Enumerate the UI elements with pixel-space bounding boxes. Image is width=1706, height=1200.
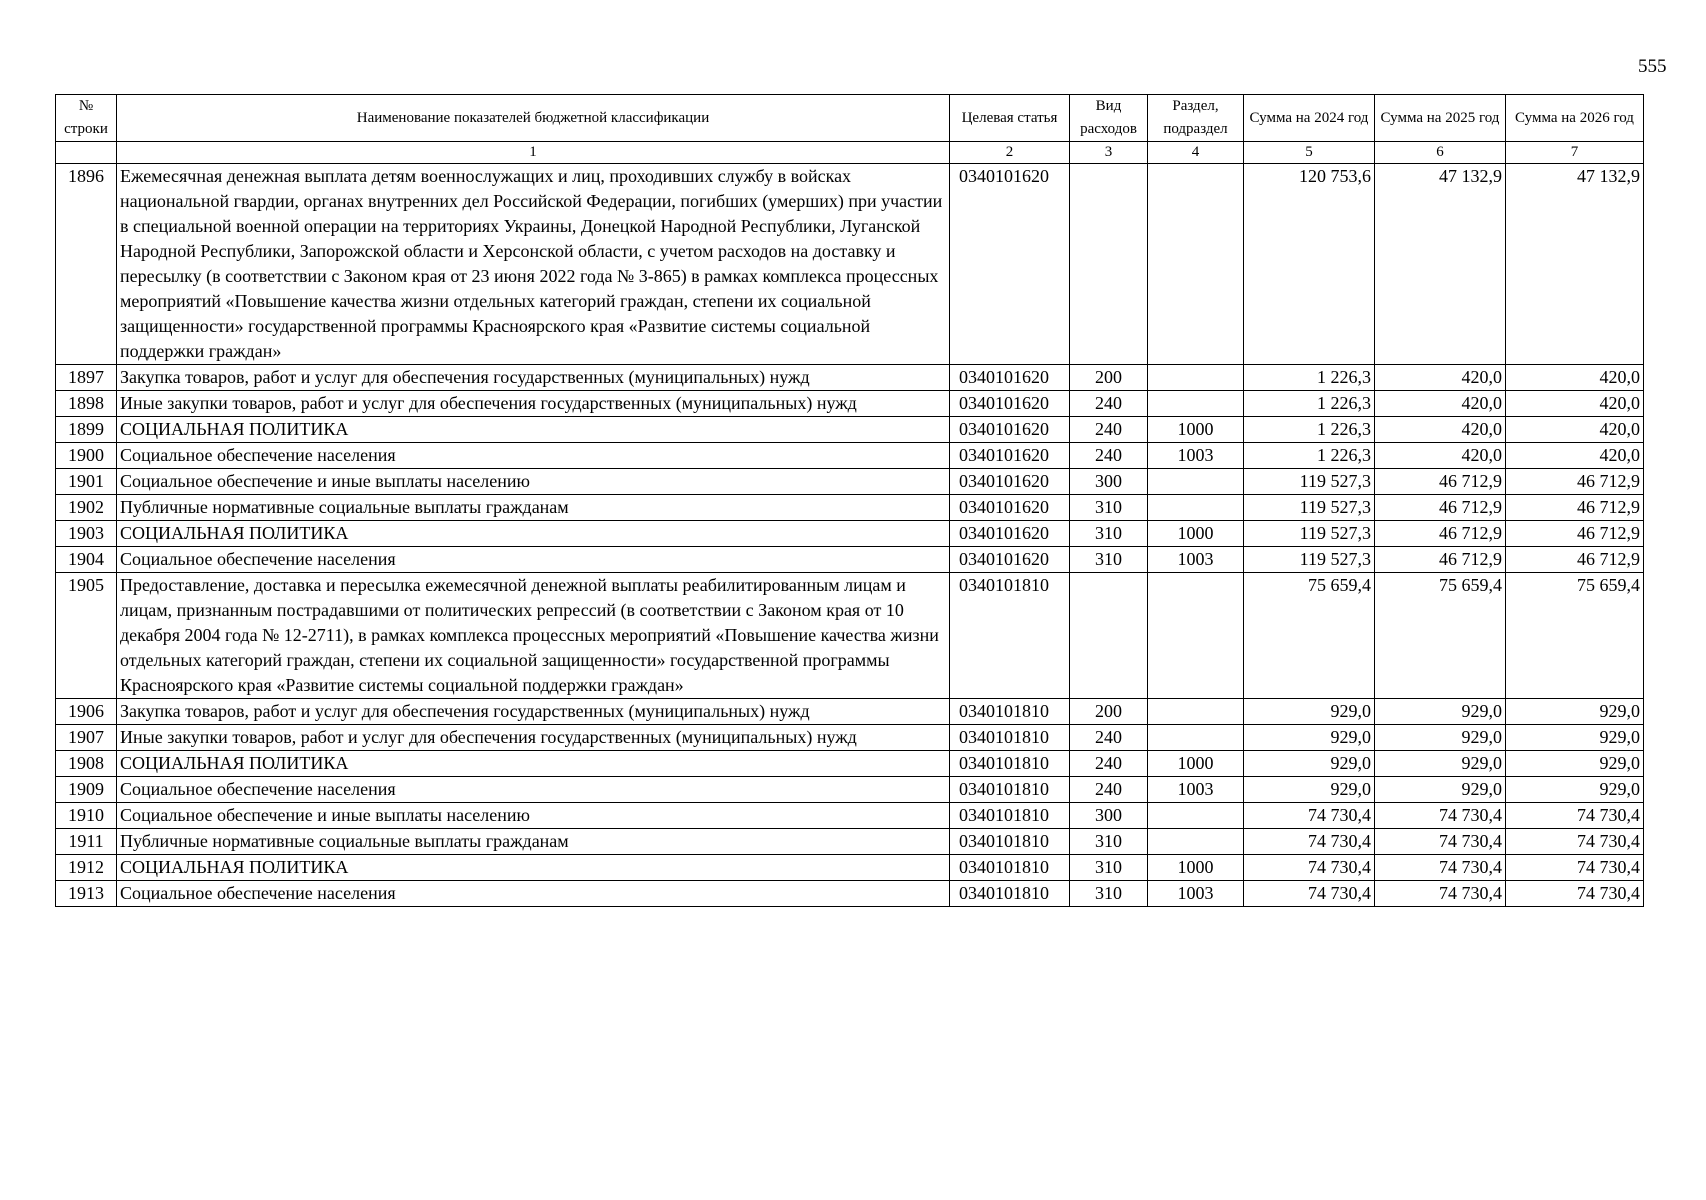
table-row <box>56 164 1644 365</box>
row-target-code: 0340101810 <box>950 881 1070 907</box>
row-sum-2025: 47 132,9 <box>1375 164 1506 365</box>
row-number: 1902 <box>56 495 117 521</box>
budget-table <box>55 94 1644 907</box>
table-row <box>56 521 1644 547</box>
row-name: Социальное обеспечение населения <box>117 547 950 573</box>
row-sum-2026: 46 712,9 <box>1506 469 1644 495</box>
row-razdel: 1003 <box>1148 777 1244 803</box>
table-row <box>56 573 1644 699</box>
row-sum-2025: 929,0 <box>1375 777 1506 803</box>
table-row <box>56 495 1644 521</box>
row-sum-2024: 120 753,6 <box>1244 164 1375 365</box>
row-razdel <box>1148 829 1244 855</box>
row-sum-2026: 929,0 <box>1506 725 1644 751</box>
row-sum-2026: 46 712,9 <box>1506 521 1644 547</box>
row-target-code: 0340101620 <box>950 417 1070 443</box>
row-vid: 240 <box>1070 443 1148 469</box>
row-number: 1904 <box>56 547 117 573</box>
row-razdel <box>1148 725 1244 751</box>
table-row <box>56 829 1644 855</box>
table-row <box>56 469 1644 495</box>
row-number: 1908 <box>56 751 117 777</box>
header-name: Наименование показателей бюджетной классификации <box>117 95 950 142</box>
row-sum-2026: 420,0 <box>1506 391 1644 417</box>
row-vid: 310 <box>1070 829 1148 855</box>
row-sum-2024: 119 527,3 <box>1244 495 1375 521</box>
row-sum-2024: 74 730,4 <box>1244 881 1375 907</box>
page-number: 555 <box>1638 56 1667 77</box>
column-number: 5 <box>1244 142 1375 164</box>
row-vid <box>1070 573 1148 699</box>
row-number: 1907 <box>56 725 117 751</box>
row-name: Предоставление, доставка и пересылка ежемесячной денежной выплаты реабилитированным лицам и лицам, признанным пострадавшими от политических репрессий (в соответствии с Законом края от 10 декабря 2004 года № 12-2711), в рамках комплекса процессных мероприятий «Повышение качества жизни отдельных категорий граждан, степени их социальной защищенности» государственной программы Красноярского края «Развитие системы социальной поддержки граждан» <box>117 573 950 699</box>
row-sum-2026: 46 712,9 <box>1506 495 1644 521</box>
row-target-code: 0340101620 <box>950 365 1070 391</box>
row-sum-2024: 119 527,3 <box>1244 547 1375 573</box>
row-number: 1911 <box>56 829 117 855</box>
row-sum-2026: 46 712,9 <box>1506 547 1644 573</box>
row-sum-2026: 74 730,4 <box>1506 881 1644 907</box>
row-name: Социальное обеспечение населения <box>117 777 950 803</box>
row-razdel <box>1148 391 1244 417</box>
row-sum-2025: 929,0 <box>1375 751 1506 777</box>
row-sum-2024: 1 226,3 <box>1244 443 1375 469</box>
table-body <box>56 164 1644 907</box>
row-vid: 310 <box>1070 495 1148 521</box>
row-number: 1912 <box>56 855 117 881</box>
row-sum-2025: 420,0 <box>1375 391 1506 417</box>
row-sum-2024: 75 659,4 <box>1244 573 1375 699</box>
row-target-code: 0340101810 <box>950 751 1070 777</box>
row-number: 1896 <box>56 164 117 365</box>
table-row <box>56 417 1644 443</box>
row-name: Социальное обеспечение и иные выплаты населению <box>117 469 950 495</box>
row-sum-2025: 420,0 <box>1375 443 1506 469</box>
row-sum-2024: 1 226,3 <box>1244 417 1375 443</box>
row-sum-2025: 46 712,9 <box>1375 521 1506 547</box>
row-number: 1906 <box>56 699 117 725</box>
row-vid: 310 <box>1070 547 1148 573</box>
table-row <box>56 777 1644 803</box>
table-row <box>56 725 1644 751</box>
row-target-code: 0340101810 <box>950 803 1070 829</box>
row-razdel <box>1148 164 1244 365</box>
row-number: 1905 <box>56 573 117 699</box>
row-sum-2026: 929,0 <box>1506 699 1644 725</box>
row-target-code: 0340101620 <box>950 391 1070 417</box>
row-sum-2026: 47 132,9 <box>1506 164 1644 365</box>
header-sum-2025: Сумма на 2025 год <box>1375 95 1506 142</box>
table-row <box>56 803 1644 829</box>
row-vid: 310 <box>1070 881 1148 907</box>
row-name: Публичные нормативные социальные выплаты гражданам <box>117 829 950 855</box>
row-target-code: 0340101810 <box>950 725 1070 751</box>
row-razdel <box>1148 469 1244 495</box>
row-name: Социальное обеспечение населения <box>117 443 950 469</box>
row-razdel: 1000 <box>1148 855 1244 881</box>
row-name: СОЦИАЛЬНАЯ ПОЛИТИКА <box>117 751 950 777</box>
row-name: СОЦИАЛЬНАЯ ПОЛИТИКА <box>117 521 950 547</box>
row-sum-2024: 929,0 <box>1244 751 1375 777</box>
row-name: Ежемесячная денежная выплата детям военнослужащих и лиц, проходивших службу в войсках национальной гвардии, органах внутренних дел Российской Федерации, погибших (умерших) при участии в специальной военной операции на территориях Украины, Донецкой Народной Республики, Луганской Народной Республики, Запорожской области и Херсонской области, с учетом расходов на доставку и пересылку (в соответствии с Законом края от 23 июня 2022 года № 3-865) в рамках комплекса процессных мероприятий «Повышение качества жизни отдельных категорий граждан, степени их социальной защищенности» государственной программы Красноярского края «Развитие системы социальной поддержки граждан» <box>117 164 950 365</box>
row-sum-2025: 46 712,9 <box>1375 547 1506 573</box>
row-sum-2025: 75 659,4 <box>1375 573 1506 699</box>
column-number: 3 <box>1070 142 1148 164</box>
row-sum-2024: 74 730,4 <box>1244 855 1375 881</box>
row-sum-2026: 420,0 <box>1506 417 1644 443</box>
column-number: 7 <box>1506 142 1644 164</box>
row-sum-2024: 1 226,3 <box>1244 365 1375 391</box>
row-vid: 240 <box>1070 391 1148 417</box>
row-vid: 300 <box>1070 803 1148 829</box>
row-target-code: 0340101620 <box>950 547 1070 573</box>
column-number <box>56 142 117 164</box>
row-vid: 240 <box>1070 725 1148 751</box>
row-sum-2026: 420,0 <box>1506 443 1644 469</box>
row-name: Социальное обеспечение и иные выплаты населению <box>117 803 950 829</box>
table-row <box>56 699 1644 725</box>
header-target: Целевая статья <box>950 95 1070 142</box>
row-sum-2026: 75 659,4 <box>1506 573 1644 699</box>
row-razdel <box>1148 573 1244 699</box>
table-row <box>56 881 1644 907</box>
row-sum-2024: 119 527,3 <box>1244 469 1375 495</box>
table-row <box>56 547 1644 573</box>
row-sum-2025: 74 730,4 <box>1375 881 1506 907</box>
row-number: 1909 <box>56 777 117 803</box>
row-sum-2024: 74 730,4 <box>1244 803 1375 829</box>
row-sum-2024: 119 527,3 <box>1244 521 1375 547</box>
row-razdel <box>1148 699 1244 725</box>
row-sum-2026: 929,0 <box>1506 751 1644 777</box>
row-razdel: 1003 <box>1148 547 1244 573</box>
row-sum-2026: 74 730,4 <box>1506 803 1644 829</box>
row-sum-2025: 74 730,4 <box>1375 829 1506 855</box>
row-sum-2025: 74 730,4 <box>1375 803 1506 829</box>
header-row-no: № строки <box>56 95 117 142</box>
row-sum-2025: 74 730,4 <box>1375 855 1506 881</box>
row-name: СОЦИАЛЬНАЯ ПОЛИТИКА <box>117 855 950 881</box>
row-target-code: 0340101810 <box>950 699 1070 725</box>
row-sum-2024: 929,0 <box>1244 699 1375 725</box>
header-sum-2024: Сумма на 2024 год <box>1244 95 1375 142</box>
header-sum-2026: Сумма на 2026 год <box>1506 95 1644 142</box>
table-row <box>56 855 1644 881</box>
row-sum-2025: 929,0 <box>1375 699 1506 725</box>
row-name: Иные закупки товаров, работ и услуг для обеспечения государственных (муниципальных) нужд <box>117 391 950 417</box>
row-sum-2025: 46 712,9 <box>1375 469 1506 495</box>
row-sum-2026: 420,0 <box>1506 365 1644 391</box>
table-row <box>56 751 1644 777</box>
row-number: 1910 <box>56 803 117 829</box>
row-vid: 200 <box>1070 699 1148 725</box>
row-sum-2025: 420,0 <box>1375 417 1506 443</box>
header-vid: Вид расходов <box>1070 95 1148 142</box>
table-row <box>56 391 1644 417</box>
row-vid: 310 <box>1070 521 1148 547</box>
row-sum-2026: 929,0 <box>1506 777 1644 803</box>
row-vid: 200 <box>1070 365 1148 391</box>
row-razdel <box>1148 495 1244 521</box>
column-number: 6 <box>1375 142 1506 164</box>
table-row <box>56 365 1644 391</box>
row-razdel: 1003 <box>1148 443 1244 469</box>
row-vid: 240 <box>1070 777 1148 803</box>
header-razdel: Раздел, подраздел <box>1148 95 1244 142</box>
row-sum-2024: 929,0 <box>1244 777 1375 803</box>
row-vid: 300 <box>1070 469 1148 495</box>
column-number: 2 <box>950 142 1070 164</box>
row-vid: 240 <box>1070 751 1148 777</box>
row-target-code: 0340101620 <box>950 164 1070 365</box>
row-name: Закупка товаров, работ и услуг для обеспечения государственных (муниципальных) нужд <box>117 365 950 391</box>
row-razdel: 1000 <box>1148 417 1244 443</box>
row-target-code: 0340101620 <box>950 469 1070 495</box>
row-razdel: 1003 <box>1148 881 1244 907</box>
row-target-code: 0340101810 <box>950 573 1070 699</box>
row-razdel: 1000 <box>1148 521 1244 547</box>
row-razdel <box>1148 365 1244 391</box>
column-number: 1 <box>117 142 950 164</box>
row-number: 1900 <box>56 443 117 469</box>
row-sum-2026: 74 730,4 <box>1506 829 1644 855</box>
row-target-code: 0340101620 <box>950 443 1070 469</box>
row-sum-2026: 74 730,4 <box>1506 855 1644 881</box>
row-vid: 310 <box>1070 855 1148 881</box>
row-sum-2024: 74 730,4 <box>1244 829 1375 855</box>
row-number: 1903 <box>56 521 117 547</box>
row-number: 1898 <box>56 391 117 417</box>
column-number-row <box>56 142 1644 164</box>
row-target-code: 0340101620 <box>950 521 1070 547</box>
row-target-code: 0340101810 <box>950 855 1070 881</box>
row-target-code: 0340101620 <box>950 495 1070 521</box>
row-number: 1901 <box>56 469 117 495</box>
row-sum-2025: 46 712,9 <box>1375 495 1506 521</box>
row-sum-2025: 420,0 <box>1375 365 1506 391</box>
row-name: Публичные нормативные социальные выплаты гражданам <box>117 495 950 521</box>
row-vid <box>1070 164 1148 365</box>
row-name: Закупка товаров, работ и услуг для обеспечения государственных (муниципальных) нужд <box>117 699 950 725</box>
row-sum-2025: 929,0 <box>1375 725 1506 751</box>
row-razdel <box>1148 803 1244 829</box>
row-name: Иные закупки товаров, работ и услуг для обеспечения государственных (муниципальных) нужд <box>117 725 950 751</box>
row-vid: 240 <box>1070 417 1148 443</box>
row-target-code: 0340101810 <box>950 829 1070 855</box>
table-row <box>56 443 1644 469</box>
row-name: СОЦИАЛЬНАЯ ПОЛИТИКА <box>117 417 950 443</box>
row-razdel: 1000 <box>1148 751 1244 777</box>
column-number: 4 <box>1148 142 1244 164</box>
row-sum-2024: 1 226,3 <box>1244 391 1375 417</box>
row-name: Социальное обеспечение населения <box>117 881 950 907</box>
table-header <box>56 95 1644 164</box>
row-number: 1899 <box>56 417 117 443</box>
row-number: 1913 <box>56 881 117 907</box>
row-number: 1897 <box>56 365 117 391</box>
row-sum-2024: 929,0 <box>1244 725 1375 751</box>
row-target-code: 0340101810 <box>950 777 1070 803</box>
